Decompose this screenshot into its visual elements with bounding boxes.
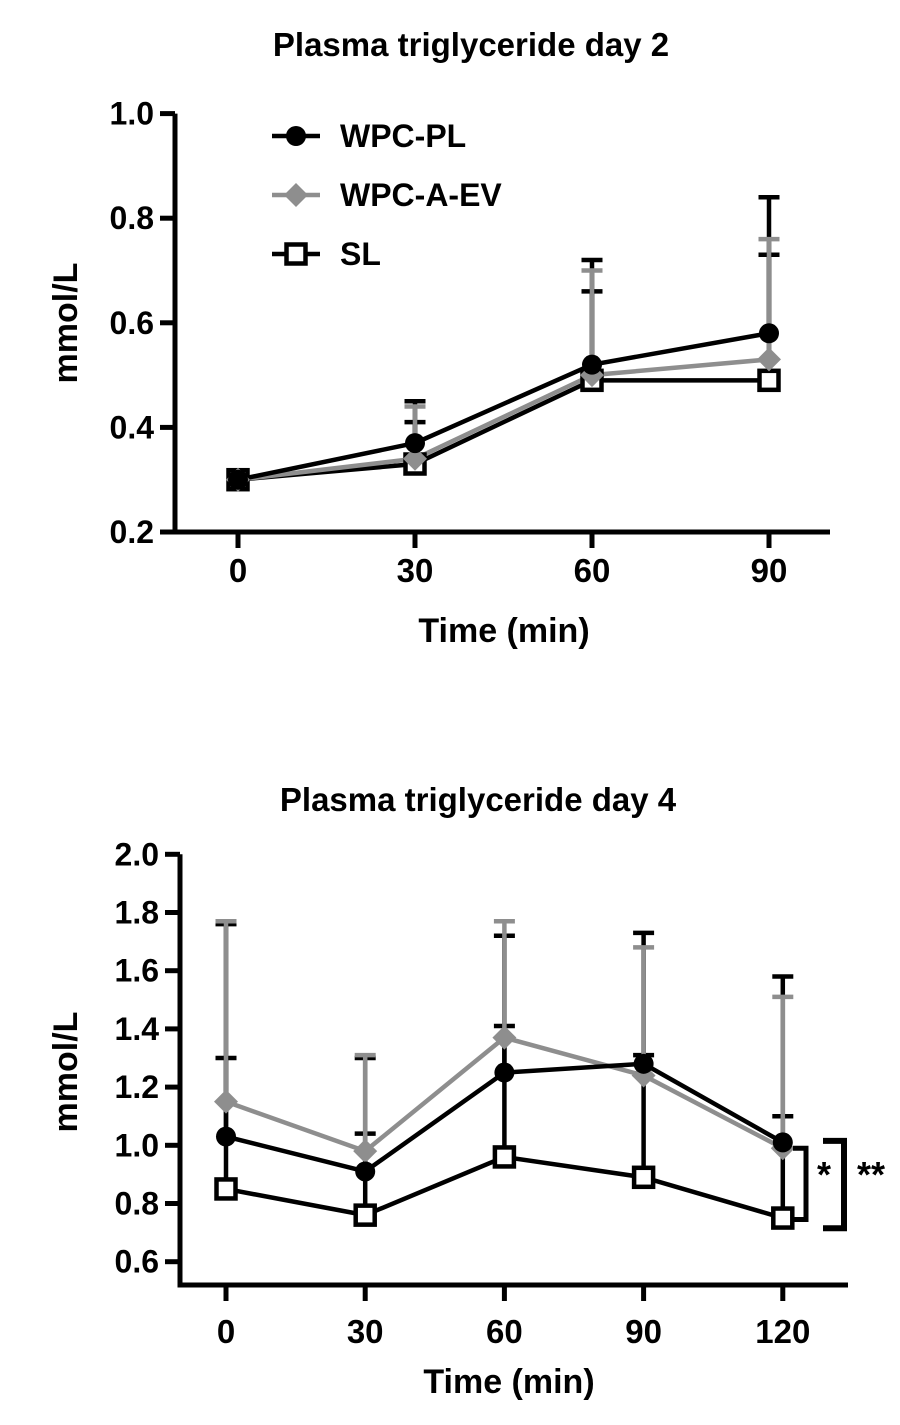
y-axis-label-day4: mmol/L [47, 1011, 85, 1133]
marker-square-open [760, 371, 779, 390]
marker-circle [773, 1132, 793, 1152]
y-tick-label: 1.4 [114, 1010, 159, 1047]
chart-title-day2: Plasma triglyceride day 2 [272, 26, 670, 63]
y-tick-label: 1.6 [114, 952, 159, 989]
x-tick-label: 60 [486, 1313, 523, 1350]
marker-circle [634, 1054, 654, 1074]
plot-area-day4 [0, 700, 900, 1425]
y-tick-label: 0.2 [109, 514, 154, 550]
marker-circle [405, 433, 425, 453]
y-tick-label: 2.0 [114, 836, 159, 873]
chart-title-day4: Plasma triglyceride day 4 [279, 781, 677, 818]
marker-square-open [287, 245, 306, 264]
marker-square-open [356, 1206, 375, 1225]
marker-circle [286, 126, 306, 146]
marker-circle [228, 470, 248, 490]
legend-label: SL [340, 236, 381, 272]
marker-circle [759, 323, 779, 343]
legend-item-WPC-PL [272, 118, 466, 154]
marker-circle [582, 355, 602, 375]
series-lines [238, 333, 769, 479]
x-axis-ticks [217, 1285, 811, 1350]
legend-label: WPC-PL [340, 118, 467, 154]
legend [272, 118, 502, 272]
y-tick-label: 1.0 [114, 1127, 159, 1164]
marker-square-open [495, 1147, 514, 1166]
x-tick-label: 90 [750, 552, 788, 589]
chart-day4 [0, 700, 900, 1425]
y-tick-label: 0.4 [109, 409, 154, 446]
significance-bracket [793, 1148, 806, 1219]
marker-square-open [773, 1209, 792, 1228]
y-axis-label-day2: mmol/L [47, 262, 85, 384]
marker-circle [494, 1063, 514, 1083]
x-tick-label: 30 [346, 1313, 384, 1350]
markers-SL [217, 1147, 793, 1227]
marker-diamond [214, 1090, 238, 1114]
x-tick-label: 90 [625, 1313, 662, 1350]
marker-circle [216, 1127, 236, 1147]
marker-diamond [757, 347, 781, 371]
x-tick-label: 60 [573, 552, 611, 589]
x-tick-label: 0 [216, 1313, 236, 1350]
y-tick-label: 0.8 [114, 1185, 159, 1222]
y-axis-ticks [115, 836, 180, 1279]
x-tick-label: 120 [755, 1313, 811, 1350]
significance-label: * [816, 1154, 832, 1195]
significance-brackets [793, 1141, 885, 1228]
chart-day2 [0, 0, 900, 700]
y-tick-label: 0.6 [114, 1243, 159, 1280]
marker-circle [355, 1161, 375, 1181]
marker-diamond [284, 183, 308, 207]
plot-area-day2 [0, 0, 900, 700]
x-tick-label: 0 [228, 552, 248, 589]
x-axis-label-day4: Time (min) [423, 1363, 595, 1401]
marker-square-open [217, 1179, 236, 1198]
x-axis-label-day2: Time (min) [418, 612, 590, 650]
y-axis-ticks [110, 96, 175, 550]
legend-label: WPC-A-EV [340, 177, 502, 213]
y-tick-label: 1.8 [114, 894, 159, 931]
y-tick-label: 1.0 [109, 95, 154, 132]
series-line-WPC-PL [238, 333, 769, 479]
significance-label: ** [856, 1154, 886, 1195]
x-tick-label: 30 [396, 552, 434, 589]
legend-item-WPC-A-EV [272, 177, 502, 213]
y-tick-label: 0.8 [109, 200, 154, 237]
marker-square-open [634, 1168, 653, 1187]
legend-item-SL [272, 236, 381, 272]
x-axis-ticks [229, 532, 788, 589]
y-tick-label: 1.2 [114, 1069, 159, 1106]
y-tick-label: 0.6 [109, 304, 154, 341]
